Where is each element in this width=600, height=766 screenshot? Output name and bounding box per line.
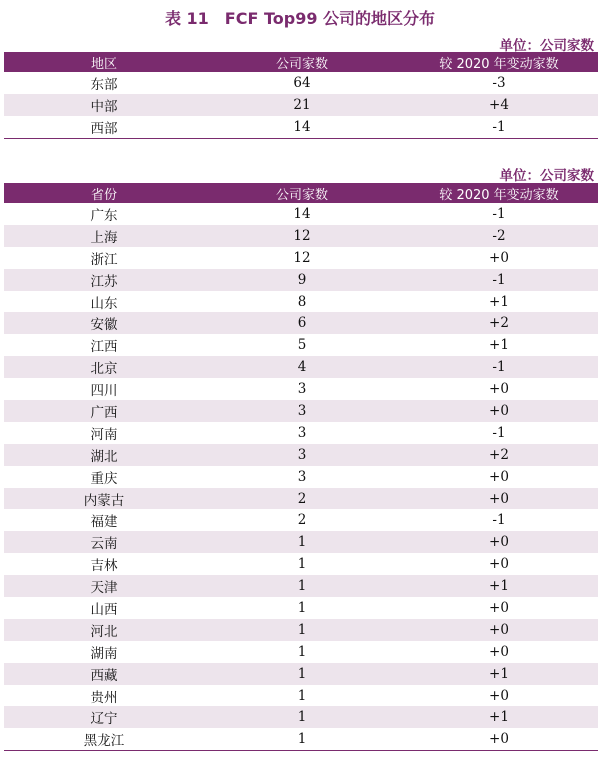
cell-change: -1 [492,512,506,529]
table-row [4,619,598,641]
cell-name: 四川 [90,383,118,400]
cell-name: 黑龙江 [4,728,204,750]
table-row [4,509,598,531]
table-row [4,422,598,444]
column-header-count: 公司家数 [275,187,328,203]
table-row [4,466,598,488]
column-header-province: 省份 [90,187,117,203]
cell-count: 5 [297,337,307,354]
cell-name: 河南 [90,426,118,443]
cell-count: 1 [297,621,307,638]
table-row [4,203,598,225]
cell-change: +1 [489,665,509,682]
table-row [4,269,598,291]
cell-change: +0 [489,556,509,573]
cell-change: -3 [492,75,506,91]
table-row [4,488,598,510]
table-row [4,312,598,334]
table-row [4,72,598,94]
table-row [4,225,598,247]
cell-name: 湖北 [90,448,118,465]
cell-count: 21 [293,97,311,113]
cell-change: +0 [489,402,509,419]
table-row [4,356,598,378]
cell-name: 重庆 [90,470,118,487]
province-table [4,183,598,751]
table-title: 表 11 FCF Top99 公司的地区分布 [164,9,436,28]
cell-change: +0 [489,468,509,485]
table-row [4,94,598,116]
table-row [4,116,598,139]
table-row [4,444,598,466]
cell-name: 云南 [90,536,118,553]
cell-change: +0 [489,534,509,551]
cell-count: 3 [297,381,307,398]
cell-name: 浙江 [90,251,118,268]
table-row [4,291,598,313]
cell-change: +1 [489,293,509,310]
cell-name: 中部 [90,99,118,115]
cell-name: 山东 [90,295,118,312]
cell-name: 江西 [90,339,118,356]
cell-name: 山西 [90,601,118,618]
cell-change: -1 [492,359,506,376]
cell-name: 广东 [90,207,118,224]
cell-change: -1 [492,271,506,288]
cell-count: 2 [297,490,307,507]
table-row [4,597,598,619]
cell-change: +1 [489,578,509,595]
cell-count: 1 [297,556,307,573]
cell-count: 3 [297,424,307,441]
unit-label-region: 单位：公司家数 [499,38,594,54]
cell-name: 内蒙古 [83,492,125,509]
region-table-body [4,72,598,139]
cell-name: 辽宁 [90,711,118,728]
table-row [4,663,598,685]
cell-count: 12 [293,249,311,266]
column-header-count: 公司家数 [275,56,328,72]
cell-change: -1 [492,205,506,222]
table-row [4,247,598,269]
cell-count: 8 [297,293,307,310]
column-header-change: 较 2020 年变动家数 [439,187,559,203]
table-row [4,334,598,356]
cell-change: +0 [489,599,509,616]
cell-change: +1 [489,709,509,726]
cell-count: 1 [297,643,307,660]
region-table [4,52,598,139]
province-table-header [4,183,598,203]
cell-change: -1 [400,116,598,139]
cell-change: +4 [489,97,509,113]
cell-change: +2 [489,446,509,463]
cell-count: 1 [297,687,307,704]
cell-count: 1 [297,665,307,682]
cell-change: -2 [492,227,506,244]
cell-count: 12 [293,227,311,244]
cell-name: 湖南 [90,645,118,662]
cell-name: 吉林 [90,558,118,575]
cell-name: 安徽 [90,317,118,334]
cell-count: 14 [293,205,311,222]
cell-count: 4 [297,359,307,376]
column-header-change: 较 2020 年变动家数 [439,56,559,72]
cell-change: +2 [489,315,509,332]
column-header-region: 地区 [90,56,117,72]
cell-change: +0 [489,490,509,507]
table-row [4,685,598,707]
cell-name: 河北 [90,623,118,640]
cell-name: 西部 [4,116,204,139]
cell-count: 1 [204,728,400,750]
cell-name: 上海 [90,229,118,246]
cell-change: +0 [489,643,509,660]
cell-change: +1 [489,337,509,354]
cell-count: 1 [297,578,307,595]
cell-count: 1 [297,534,307,551]
table-row [4,553,598,575]
cell-name: 福建 [90,514,118,531]
table-row [4,378,598,400]
cell-count: 9 [297,271,307,288]
unit-label-province: 单位：公司家数 [499,168,594,184]
cell-name: 东部 [90,77,118,93]
cell-count: 1 [297,709,307,726]
cell-name: 北京 [90,361,118,378]
cell-change: +0 [489,381,509,398]
table-row [4,531,598,553]
cell-count: 1 [297,599,307,616]
cell-count: 3 [297,402,307,419]
province-table-body [4,203,598,751]
cell-count: 3 [297,468,307,485]
cell-name: 广西 [90,404,118,421]
table-row [4,400,598,422]
cell-count: 64 [293,75,311,91]
cell-change: +0 [489,621,509,638]
cell-change: +0 [489,249,509,266]
cell-change: +0 [489,687,509,704]
table-row [4,641,598,663]
cell-change: +0 [400,728,598,750]
cell-name: 西藏 [90,667,118,684]
cell-name: 天津 [90,580,118,597]
cell-count: 6 [297,315,307,332]
table-row [4,706,598,728]
cell-name: 江苏 [90,273,118,290]
region-table-header [4,52,598,72]
cell-count: 2 [297,512,307,529]
cell-change: -1 [492,424,506,441]
cell-count: 3 [297,446,307,463]
table-row [4,575,598,597]
cell-name: 贵州 [90,689,118,706]
table-row [4,728,598,750]
cell-count: 14 [204,116,400,139]
